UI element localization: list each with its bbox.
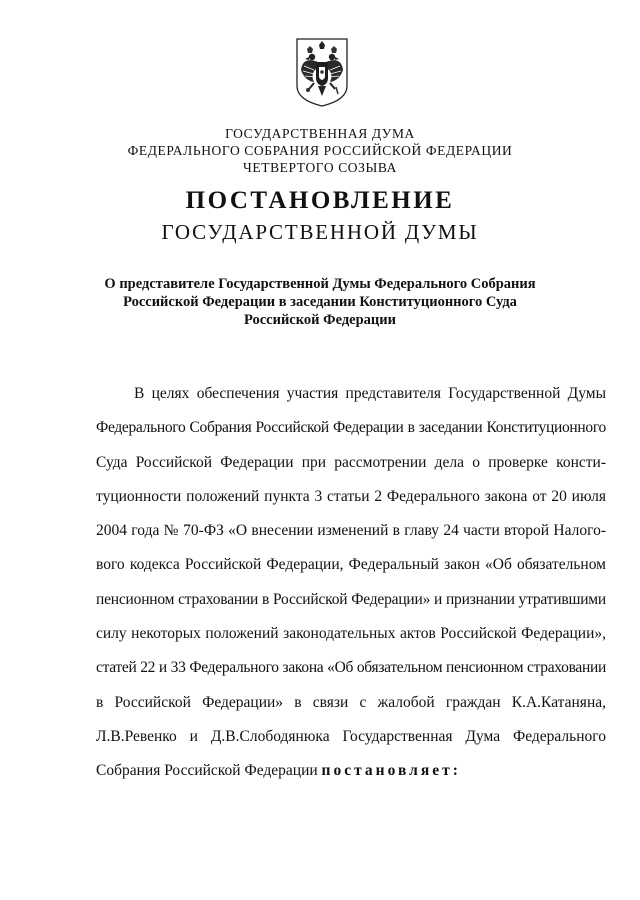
body-line: Суда Российской Федерации при рассмотрении дела о проверке консти- (96, 453, 606, 471)
document-type-title: ПОСТАНОВЛЕНИЕ (185, 187, 455, 214)
subject-line: Российской Федерации (243, 312, 396, 328)
document-issuer: ГОСУДАРСТВЕННОЙ ДУМЫ (161, 220, 479, 244)
body-line-final-text: Собрания Российской Федерации (96, 762, 322, 780)
body-line: силу некоторых положений законодательных актов Российской Федерации», (96, 625, 606, 643)
org-convocation: ЧЕТВЕРТОГО СОЗЫВА (243, 160, 397, 175)
body-line: В целях обеспечения участия представителя Государственной Думы (134, 385, 606, 402)
body-line-final (96, 754, 606, 788)
resolves-word: постановляет: (321, 762, 461, 780)
body-line: пенсионном страховании в Российской Федерации» и признании утратившими (96, 590, 606, 608)
org-name-line-1: ГОСУДАРСТВЕННАЯ ДУМА (225, 126, 415, 141)
body-line: туционности положений пункта 3 статьи 2 Федерального закона от 20 июля (96, 487, 606, 505)
subject-line: Российской Федерации в заседании Конституционного Суда (123, 294, 517, 310)
body-line: в Российской Федерации» в связи с жалобой граждан К.А.Катаняна, (96, 693, 606, 711)
body-line: 2004 года № 70-ФЗ «О внесении изменений в главу 24 части второй Налого- (96, 522, 606, 540)
subject-line: О представителе Государственной Думы Федерального Собрания (104, 276, 536, 292)
body-line: вого кодекса Российской Федерации, Федеральный закон «Об обязательном (96, 556, 606, 574)
document-subject (0, 275, 640, 329)
document-body (96, 377, 606, 789)
russian-double-headed-eagle-icon (294, 36, 350, 108)
body-line: статей 22 и 33 Федерального закона «Об обязательном пенсионном страховании (96, 659, 606, 677)
body-line: Федерального Собрания Российской Федерации в заседании Конституционного (96, 419, 606, 437)
body-line: Л.В.Ревенко и Д.В.Слободянюка Государственная Дума Федерального (96, 727, 606, 745)
org-name-line-2: ФЕДЕРАЛЬНОГО СОБРАНИЯ РОССИЙСКОЙ ФЕДЕРАЦИИ (127, 143, 513, 158)
